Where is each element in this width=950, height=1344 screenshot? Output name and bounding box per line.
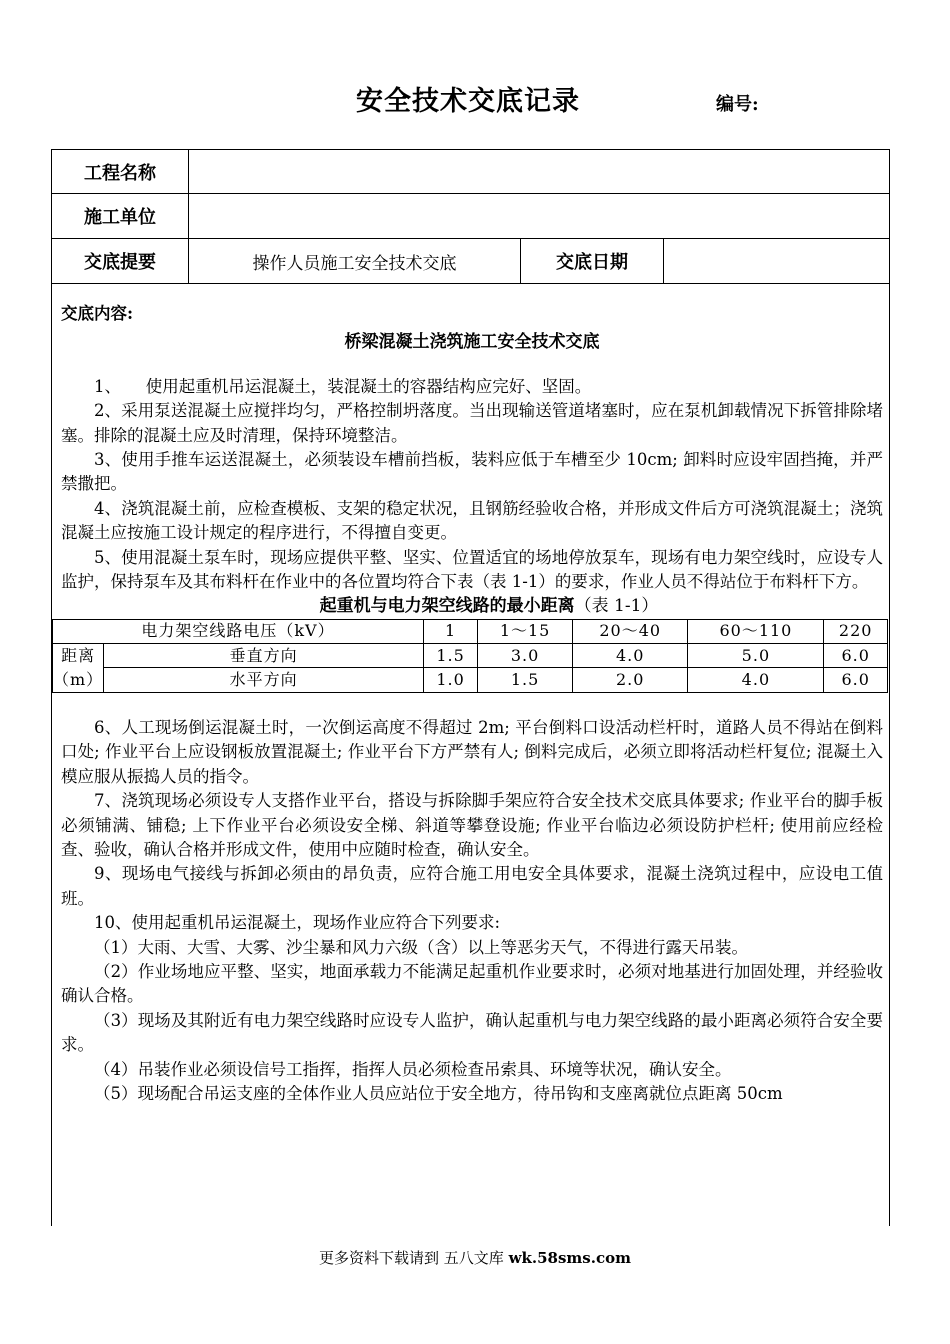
voltage-cell: 1 [423, 619, 477, 643]
summary-label: 交底提要 [84, 252, 156, 273]
construction-unit-label: 施工单位 [84, 207, 156, 228]
paragraph-2: 2、采用泵送混凝土应搅拌均匀，严格控制坍落度。当出现输送管道堵塞时，应在泵机卸载情况下拆管排除堵塞。排除的混凝土应及时清理，保持环境整洁。 [61, 401, 883, 445]
vertical-cell: 5.0 [688, 643, 824, 668]
voltage-row [53, 619, 888, 643]
record-form [51, 149, 890, 1226]
vertical-cell: 6.0 [824, 643, 888, 668]
content-subtitle: 桥梁混凝土浇筑施工安全技术交底 [344, 332, 600, 353]
briefing-content [53, 302, 883, 1106]
vertical-row [53, 643, 888, 668]
paragraph-10-5: （5）现场配合吊运支座的全体作业人员应站位于安全地方，待吊钩和支座离就位点距离 50cm [94, 1083, 783, 1103]
paragraph-5: 5、使用混凝土泵车时，现场应提供平整、坚实、位置适宜的场地停放泵车，现场有电力架空线时，应设专人监护，保持泵车及其布料杆在作业中的各位置均符合下表（表 1-1）的要求，作业人员不得站位于布料杆下方。 [61, 547, 883, 592]
project-name-label: 工程名称 [84, 162, 156, 184]
summary-value: 操作人员施工安全技术交底 [252, 253, 457, 274]
horizontal-row [53, 668, 888, 693]
horizontal-cell: 1.0 [423, 668, 477, 693]
horizontal-cell: 2.0 [573, 668, 688, 693]
paragraph-9: 9、现场电气接线与拆卸必须由的昂负责，应符合施工用电安全具体要求，混凝土浇筑过程中，应设电工值班。 [61, 864, 883, 908]
voltage-cell: 60～110 [688, 619, 824, 643]
footer-text: 更多资料下载请到 五八文库 [319, 1249, 509, 1267]
paragraph-10-4: （4）吊装作业必须设信号工指挥，指挥人员必须检查吊索具、环境等状况，确认安全。 [94, 1059, 732, 1079]
paragraph-7: 7、浇筑现场必须设专人支搭作业平台，搭设与拆除脚手架应符合安全技术交底具体要求; 作业平台的脚手板必须铺满、铺稳; 上下作业平台必须设安全梯、斜道等攀登设施; 作业平台临边必须设防护栏杆; 使用前应经检查、验收，确认合格并形成文件，使用中应随时检查，确认安全。 [61, 791, 883, 859]
page-title: 安全技术交底记录 [356, 86, 580, 117]
voltage-cell: 1～15 [478, 619, 573, 643]
paragraph-10-2: （2）作业场地应平整、坚实，地面承载力不能满足起重机作业要求时，必须对地基进行加固处理，并经验收确认合格。 [61, 961, 883, 1006]
table-title-tag: （表 1-1） [574, 596, 659, 617]
paragraph-10: 10、使用起重机吊运混凝土，现场作业应符合下列要求: [94, 913, 501, 933]
project-name-row [52, 150, 889, 194]
vertical-cell: 1.5 [423, 643, 477, 668]
summary-row [52, 239, 889, 284]
horizontal-cell: 4.0 [688, 668, 824, 693]
voltage-cell: 20～40 [573, 619, 688, 643]
construction-unit-row [52, 194, 889, 239]
voltage-label: 电力架空线路电压（kV） [53, 619, 424, 643]
distance-table [52, 619, 888, 693]
voltage-cell: 220 [824, 619, 888, 643]
vertical-cell: 4.0 [573, 643, 688, 668]
paragraph-3: 3、使用手推车运送混凝土，必须装设车槽前挡板，装料应低于车槽至少 10cm; 卸料时应设牢固挡掩，并严禁撒把。 [61, 450, 883, 494]
vertical-cell: 3.0 [478, 643, 573, 668]
horizontal-label: 水平方向 [104, 668, 424, 693]
paragraph-10-1: （1）大雨、大雪、大雾、沙尘暴和风力六级（含）以上等恶劣天气，不得进行露天吊装。 [94, 937, 748, 957]
paragraph-1: 1、 使用起重机吊运混凝土，装混凝土的容器结构应完好、坚固。 [94, 376, 592, 396]
content-heading: 交底内容: [61, 304, 134, 323]
page-footer [0, 1247, 950, 1268]
paragraph-6: 6、人工现场倒运混凝土时，一次倒运高度不得超过 2m; 平台倒料口设活动栏杆时，道路人员不得站在倒料口处; 作业平台上应设钢板放置混凝土; 作业平台下方严禁有人; 倒料完成后，必须立即将活动栏杆复位; 混凝土入模应服从振捣人员的指令。 [61, 717, 883, 786]
distance-label [53, 643, 104, 692]
paragraph-4: 4、浇筑混凝土前，应检查模板、支架的稳定状况，且钢筋经验收合格，并形成文件后方可浇筑混凝土；浇筑混凝土应按施工设计规定的程序进行，不得擅自变更。 [61, 498, 883, 543]
horizontal-cell: 6.0 [824, 668, 888, 693]
horizontal-cell: 1.5 [478, 668, 573, 693]
distance-label-line1: 距离 [61, 645, 96, 665]
vertical-label: 垂直方向 [104, 643, 424, 668]
document-number-label: 编号: [716, 94, 759, 115]
paragraph-10-3: （3）现场及其附近有电力架空线路时应设专人监护，确认起重机与电力架空线路的最小距离必须符合安全要求。 [61, 1010, 883, 1055]
distance-label-line2: （m） [53, 669, 104, 689]
footer-site-link[interactable]: wk.58sms.com [508, 1249, 631, 1267]
table-title-text: 起重机与电力架空线路的最小距离 [319, 596, 575, 617]
date-label: 交底日期 [556, 252, 628, 273]
table-title [61, 594, 883, 618]
